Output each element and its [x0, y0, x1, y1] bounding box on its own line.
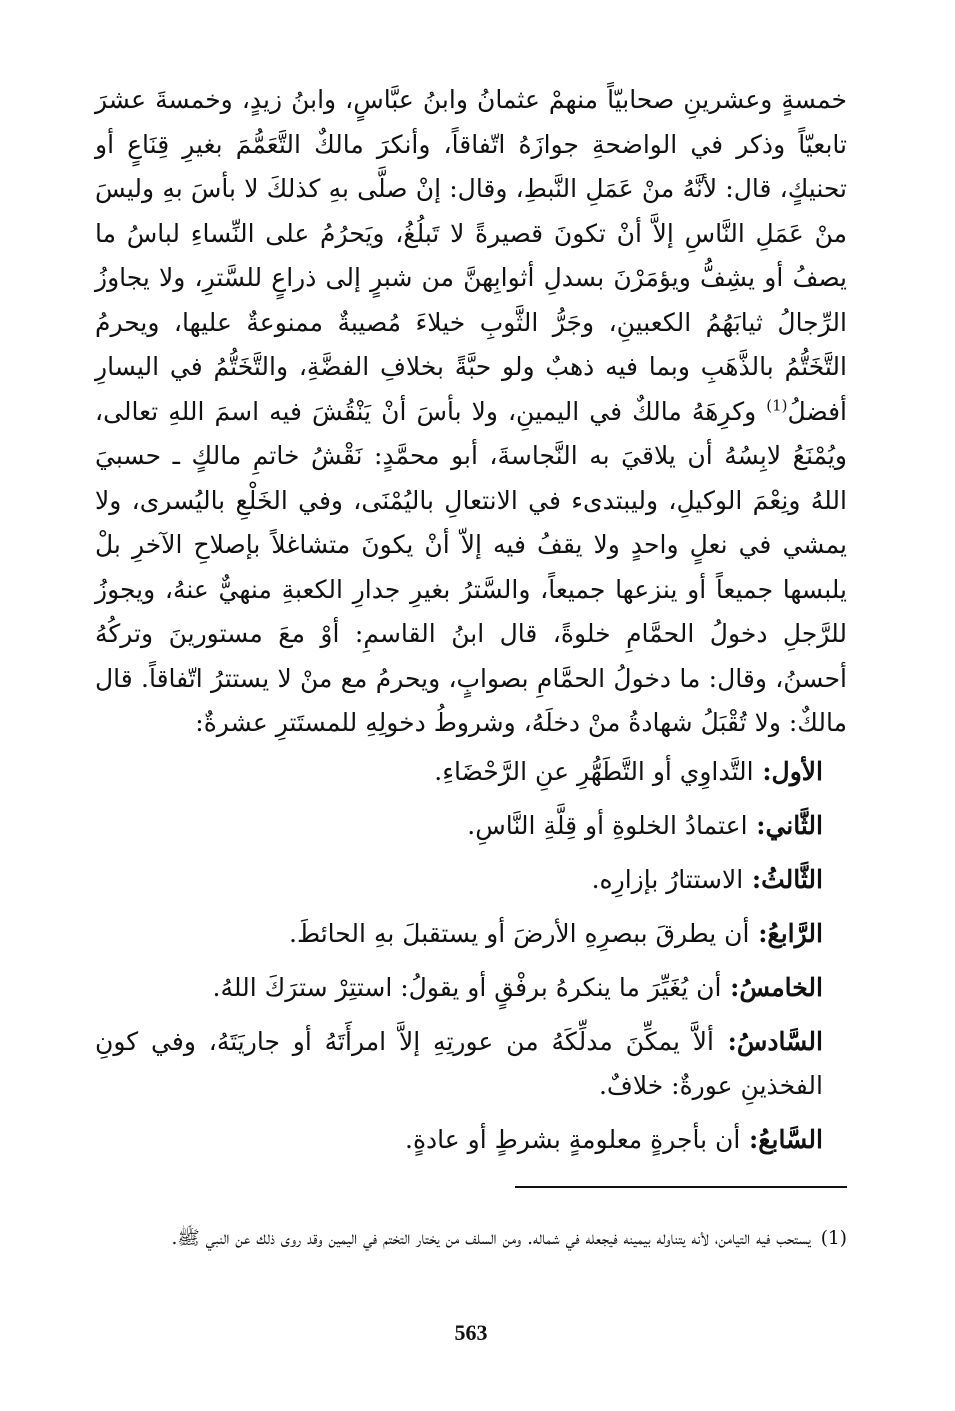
- paragraph-text-part-1: خمسةٍ وعشرينِ صحابيّاً منهمْ عثمانُ وابنُ عبَّاسٍ، وابنُ زيدٍ، وخمسةَ عشرَ تابعيّاً وذكر في الواضحةِ جوازَهُ اتّفاقاً، وأنكرَ مالكٌ التَّعَمُّمَ بغيرِ قِنَاعٍ أو تحنيكٍ، قال: لأنَّهُ منْ عَمَلِ النَّبطِ، وقال: إنْ صلَّى بهِ كذلكَ لا بأسَ بهِ وليسَ منْ عَمَلِ النَّاسِ إلاَّ أنْ تكونَ قصيرةً لا تَبلُغُ، ويَحرُمُ على النِّساءِ لباسُ ما يصفُ أو يشِفُّ ويؤمَرْنَ بسدلِ أثوابِهنَّ من شبرٍ إلى ذراعٍ للسَّترِ، ولا يجاوزُ الرِّجالُ ثيابَهُمُ الكعبينِ، وجَرُّ الثَّوبِ خيلاءَ مُصيبةٌ ممنوعةٌ عليها، ويحرمُ التَّخَتُّمُ بالذَّهَبِ وبما فيه ذهبٌ ولو حبَّةً بخلافِ الفضَّةِ، والتَّخَتُّمُ في اليسارِ أفضلُ: [95, 85, 847, 426]
- condition-text: التَّداوِي أو التَّطَهُّرِ عنِ الرَّحْضَاءِ.: [434, 756, 754, 786]
- condition-item: الثَّاني: اعتمادُ الخلوةِ أو قِلَّةِ النَّاسِ.: [467, 810, 823, 840]
- condition-heading: الثَّالثُ: [761, 864, 823, 894]
- condition-heading: الرَّابعُ: [767, 918, 823, 948]
- paragraph-text-part-2: وكرِهَهُ مالكٌ في اليمينِ، ولا بأسَ أنْ يَنْقُشَ فيه اسمَ اللهِ تعالى، ويُمْنَعُ لابِسُهُ أن يلاقيَ به النَّجاسةَ، أبو محمَّدٍ: نَقْشُ خاتمِ مالكٍ ـ حسبيَ اللهُ ونِعْمَ الوكيلِ، وليبتدىء في الانتعالِ باليُمْنَى، وفي الخَلْعِ باليُسرى، ولا يمشي في نعلٍ واحدٍ ولا يقفُ فيه إلاّ أنْ يكونَ متشاغلاً بإصلاحِ الآخرِ بلْ يلبسها جميعاً أو ينزعها جميعاً، والسَّترُ بغيرِ جدارِ الكعبةِ منهيٌّ عنهُ، ويجوزُ للرَّجلِ دخولُ الحمَّامِ خلوةً، قال ابنُ القاسمِ: أوْ معَ مستورينَ وتركُهُ أحسنُ، وقال: ما دخولُ الحمَّامِ بصوابٍ، ويحرمُ مع منْ لا يستترُ اتّفاقاً. قال مالكٌ: ولا تُقْبَلُ شهادةُ منْ دخلَهُ، وشروطُ دخولِهِ للمستَترِ عشرةٌ:: [95, 396, 847, 737]
- condition-text: أن بأجرةٍ معلومةٍ بشرطٍ أو عادةٍ.: [405, 1124, 741, 1154]
- condition-item: الرَّابعُ: أن يطرقَ ببصرِهِ الأرضَ أو يستقبلَ بهِ الحائطَ.: [289, 918, 823, 948]
- condition-text: الاستتارُ بإزارِه.: [591, 864, 744, 894]
- conditions-list: [95, 750, 847, 1162]
- condition-text: اعتمادُ الخلوةِ أو قِلَّةِ النَّاسِ.: [467, 810, 748, 840]
- condition-item: الخامسُ: أن يُغَيِّرَ ما ينكرهُ برفْقٍ أو يقولُ: استتِرْ سترَكَ اللهُ.: [212, 972, 823, 1002]
- condition-heading: الخامسُ: [739, 972, 823, 1002]
- condition-item: الثَّالثُ: الاستتارُ بإزارِه.: [591, 864, 823, 894]
- condition-text: ألاَّ يمكِّنَ مدلِّكَهُ من عورتِهِ إلاَّ امرأَتَهُ أو جاريَتَهُ، وفي كونِ الفخذينِ عورةٌ: خلافٌ.: [95, 1026, 823, 1100]
- footnote-mark: (1): [820, 1227, 847, 1249]
- condition-item: الأول: التَّداوِي أو التَّطَهُّرِ عنِ الرَّحْضَاءِ.: [434, 756, 823, 786]
- main-paragraph: [95, 78, 847, 746]
- condition-heading: الأول: [771, 756, 823, 786]
- footnote-separator: [515, 1186, 847, 1188]
- book-page: [95, 78, 847, 1351]
- condition-heading: السَّابعُ: [758, 1124, 823, 1154]
- footnote: [95, 1223, 847, 1255]
- condition-item: السَّابعُ: أن بأجرةٍ معلومةٍ بشرطٍ أو عادةٍ.: [405, 1124, 823, 1154]
- footnote-reference[interactable]: (1): [766, 396, 788, 415]
- condition-heading: الثَّاني: [765, 810, 823, 840]
- condition-heading: السَّادسُ: [736, 1026, 823, 1056]
- page-number: 563: [454, 1320, 488, 1345]
- condition-text: أن يُغَيِّرَ ما ينكرهُ برفْقٍ أو يقولُ: استتِرْ سترَكَ اللهُ.: [212, 972, 722, 1002]
- condition-text: أن يطرقَ ببصرِهِ الأرضَ أو يستقبلَ بهِ الحائطَ.: [289, 918, 750, 948]
- footnote-text: يستحب فيه التيامن، لأنه يتناوله بيمينه فيجعله في شماله. ومن السلف من يختار التختم في اليمين وقد روى ذلك عن النبي ﷺ.: [171, 1227, 811, 1249]
- condition-item: السَّادسُ: ألاَّ يمكِّنَ مدلِّكَهُ من عورتِهِ إلاَّ امرأَتَهُ أو جاريَتَهُ، وفي كونِ الفخذينِ عورةٌ: خلافٌ.: [95, 1026, 823, 1100]
